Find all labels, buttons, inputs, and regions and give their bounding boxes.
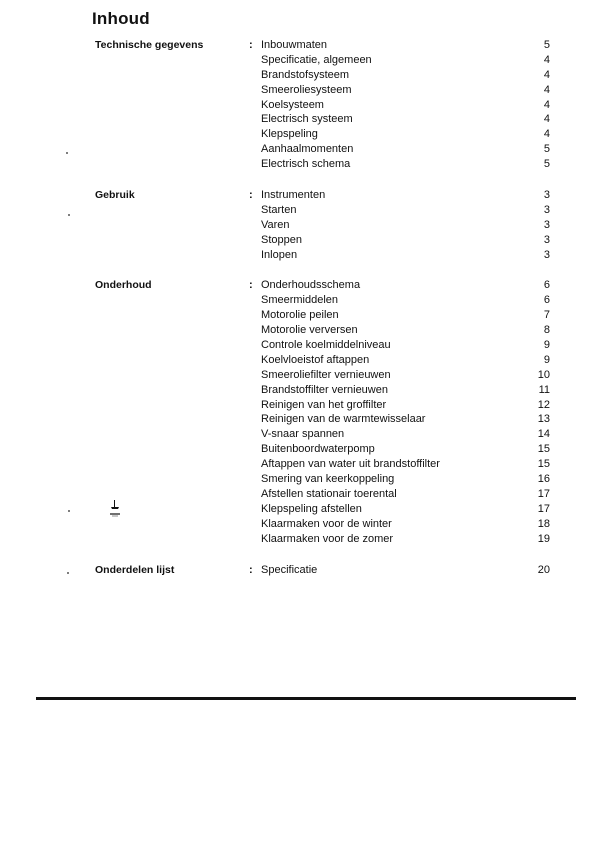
entry-page-number: 8 (543, 324, 550, 337)
entry-page-number: 19 (537, 532, 550, 545)
entry-page-number: 4 (543, 53, 550, 66)
entry-title: Smeeroliesysteem (261, 83, 352, 96)
toc-entry[interactable] (0, 487, 595, 502)
toc-entry[interactable] (0, 218, 595, 233)
entry-title: Koelsysteem (261, 98, 324, 111)
toc-entry[interactable] (0, 353, 595, 368)
entry-page-number: 3 (543, 189, 550, 202)
entry-title: Stoppen (261, 233, 302, 246)
section-spacer (0, 172, 595, 188)
entry-title: Brandstoffilter vernieuwen (261, 383, 388, 396)
toc-entry[interactable] (0, 308, 595, 323)
section-spacer (0, 547, 595, 563)
toc-section-onderdelen-lijst (0, 563, 595, 578)
entry-page-number: 12 (537, 398, 550, 411)
toc-section-onderhoud (0, 278, 595, 546)
entry-page-number: 7 (543, 309, 550, 322)
toc-entry[interactable] (0, 112, 595, 127)
entry-page-number: 3 (543, 233, 550, 246)
entry-page-number: 5 (543, 158, 550, 171)
entry-page-number: 4 (543, 83, 550, 96)
toc-entry[interactable] (0, 188, 595, 203)
entry-title: Motorolie peilen (261, 309, 339, 322)
entry-title: Specificatie, algemeen (261, 53, 372, 66)
toc-entry[interactable] (0, 68, 595, 83)
toc-entry[interactable] (0, 157, 595, 172)
section-label: Gebruik (95, 189, 135, 202)
entry-title: Inbouwmaten (261, 39, 328, 51)
entry-title: Buitenboordwaterpomp (261, 443, 375, 456)
toc-entry[interactable] (0, 563, 595, 578)
section-colon: : (249, 39, 253, 51)
toc-entry[interactable] (0, 248, 595, 263)
toc-section-gebruik (0, 188, 595, 262)
scan-speck (68, 214, 70, 216)
toc-entry[interactable] (0, 142, 595, 157)
scan-speck (67, 572, 69, 574)
entry-page-number: 10 (537, 368, 550, 381)
toc-entry[interactable] (0, 517, 595, 532)
entry-title: Specificatie (261, 563, 318, 576)
entry-title: Reinigen van de warmtewisselaar (261, 413, 426, 426)
entry-page-number: 3 (543, 248, 550, 261)
entry-page-number: 16 (537, 473, 550, 486)
entry-page-number: 4 (543, 68, 550, 81)
toc-entry[interactable] (0, 383, 595, 398)
entry-page-number: 6 (543, 279, 550, 292)
entry-title: Electrisch schema (261, 158, 351, 171)
entry-title: Electrisch systeem (261, 113, 353, 126)
toc-entry[interactable] (0, 412, 595, 427)
entry-title: Smeermiddelen (261, 294, 339, 307)
entry-title: Instrumenten (261, 189, 326, 202)
entry-page-number: 15 (537, 443, 550, 456)
toc-entry[interactable] (0, 427, 595, 442)
entry-title: Klaarmaken voor de winter (261, 517, 392, 530)
entry-title: Smeeroliefilter vernieuwen (261, 368, 391, 381)
entry-page-number: 14 (537, 428, 550, 441)
entry-title: Inlopen (261, 248, 298, 261)
entry-title: Klaarmaken voor de zomer (261, 532, 394, 545)
toc-entry[interactable] (0, 368, 595, 383)
toc-entry[interactable] (0, 323, 595, 338)
toc-entry[interactable] (0, 502, 595, 517)
toc-section-technische-gegevens (0, 38, 595, 172)
entry-page-number: 4 (543, 128, 550, 141)
section-label: Onderdelen lijst (95, 563, 175, 576)
section-colon: : (249, 563, 253, 576)
section-label: Onderhoud (95, 279, 152, 292)
toc-entry[interactable] (0, 338, 595, 353)
entry-title: Smering van keerkoppeling (261, 473, 395, 486)
toc-entry[interactable] (0, 203, 595, 218)
entry-title: V-snaar spannen (261, 428, 345, 441)
toc-entry[interactable] (0, 532, 595, 547)
entry-title: Controle koelmiddelniveau (261, 339, 391, 352)
entry-page-number: 4 (543, 98, 550, 111)
entry-title: Aanhaalmomenten (261, 143, 354, 156)
toc-entry[interactable] (0, 398, 595, 413)
toc-entry[interactable] (0, 38, 595, 53)
horizontal-rule (36, 697, 576, 700)
entry-title: Starten (261, 203, 297, 216)
entry-title: Motorolie verversen (261, 324, 358, 337)
entry-page-number: 4 (543, 113, 550, 126)
entry-title: Aftappen van water uit brandstoffilter (261, 458, 440, 471)
section-label: Technische gegevens (95, 39, 204, 51)
entry-page-number: 5 (543, 39, 550, 51)
entry-page-number: 9 (543, 353, 550, 366)
entry-page-number: 3 (543, 218, 550, 231)
entry-title: Klepspeling afstellen (261, 502, 362, 515)
toc-entry[interactable] (0, 98, 595, 113)
section-colon: : (249, 279, 253, 292)
toc-entry[interactable] (0, 53, 595, 68)
entry-page-number: 5 (543, 143, 550, 156)
entry-title: Koelvloeistof aftappen (261, 353, 370, 366)
page-title: Inhoud (92, 9, 150, 28)
ship-symbol-icon (108, 498, 122, 518)
entry-title: Afstellen stationair toerental (261, 487, 397, 500)
entry-title: Klepspeling (261, 128, 318, 141)
entry-title: Varen (261, 218, 290, 231)
toc-entry[interactable] (0, 127, 595, 142)
entry-page-number: 15 (537, 458, 550, 471)
toc-entry[interactable] (0, 83, 595, 98)
entry-page-number: 3 (543, 203, 550, 216)
entry-page-number: 17 (537, 487, 550, 500)
scan-speck (66, 152, 68, 154)
entry-page-number: 20 (537, 563, 550, 576)
entry-page-number: 17 (537, 502, 550, 515)
entry-page-number: 13 (537, 413, 550, 426)
scan-speck (68, 510, 70, 512)
toc-entry[interactable] (0, 442, 595, 457)
section-colon: : (249, 189, 253, 202)
toc-entry[interactable] (0, 233, 595, 248)
table-of-contents (0, 38, 595, 577)
entry-title: Onderhoudsschema (261, 279, 361, 292)
toc-entry[interactable] (0, 457, 595, 472)
toc-entry[interactable] (0, 278, 595, 293)
toc-entry[interactable] (0, 293, 595, 308)
entry-page-number: 6 (543, 294, 550, 307)
entry-title: Reinigen van het groffilter (261, 398, 387, 411)
entry-page-number: 18 (537, 517, 550, 530)
entry-page-number: 9 (543, 339, 550, 352)
section-spacer (0, 262, 595, 278)
toc-entry[interactable] (0, 472, 595, 487)
entry-page-number: 11 (538, 383, 550, 396)
entry-title: Brandstofsysteem (261, 68, 350, 81)
